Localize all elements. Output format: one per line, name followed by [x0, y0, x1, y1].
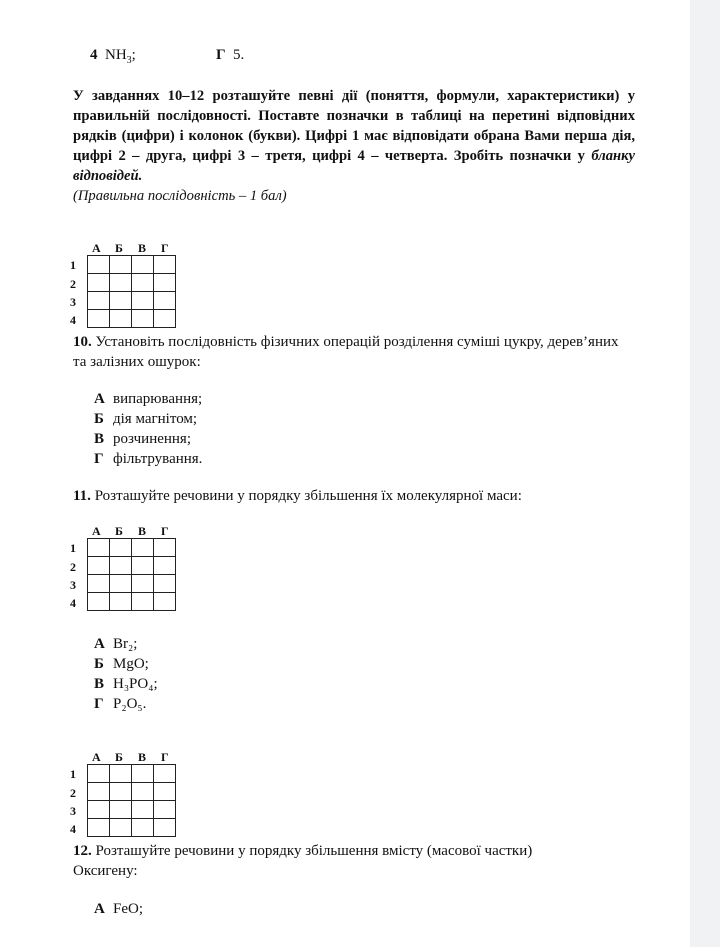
q12-option-a: А FeO;: [94, 901, 143, 917]
q10-option-a: А випарювання;: [94, 391, 203, 407]
q10-option-g: Г фільтрування.: [94, 451, 203, 467]
q10-option-b: Б дія магнітом;: [94, 411, 198, 427]
question-12: 12. Розташуйте речовини у порядку збільшення вмісту (масової частки) Оксигену:: [73, 843, 533, 879]
question-11: 11. Розташуйте речовини у порядку збільшення їх молекулярної маси:: [73, 488, 522, 504]
answer-grid-10: А Б В Г 1 2 3 4: [70, 241, 180, 331]
answer-grid-cells[interactable]: [87, 255, 176, 328]
score-note: (Правильна послідовність – 1 бал): [73, 188, 287, 204]
q11-option-v: В H₃PO₄;: [94, 676, 158, 692]
q11-option-b: Б MgO;: [94, 656, 149, 672]
q11-option-g: Г P₂O₅.: [94, 696, 147, 712]
prev-option-4: 4 $NH_3$;: [90, 47, 136, 66]
q11-option-a: А Br₂;: [94, 636, 138, 652]
instruction-block: У завданнях 10–12 розташуйте певні дії (поняття, формули, характеристики) у правильній послідовності. Поставте позначки в таблиці на перетині відповідних рядків (цифри) і колонок (букви). Цифрі 1 має відповідати обрана Вами перша дія, цифрі 2 – друга, цифрі 3 – третя, цифрі 4 – четверта. Зробіть позначки у бланку відповідей. (Правильна послідовність – 1 бал): [73, 88, 635, 204]
right-margin-panel: [690, 0, 720, 947]
prev-option-g: Г 5.: [216, 47, 245, 63]
q10-option-v: В розчинення;: [94, 431, 192, 447]
answer-grid-12: А Б В Г 1 2 3 4: [70, 750, 180, 840]
answer-grid-cells[interactable]: [87, 764, 176, 837]
question-10: 10. Установіть послідовність фізичних операцій розділення суміші цукру, дерев’яних та залізних ошурок:: [73, 334, 619, 370]
answer-grid-cells[interactable]: [87, 538, 176, 611]
answer-grid-11: А Б В Г 1 2 3 4: [70, 524, 180, 614]
